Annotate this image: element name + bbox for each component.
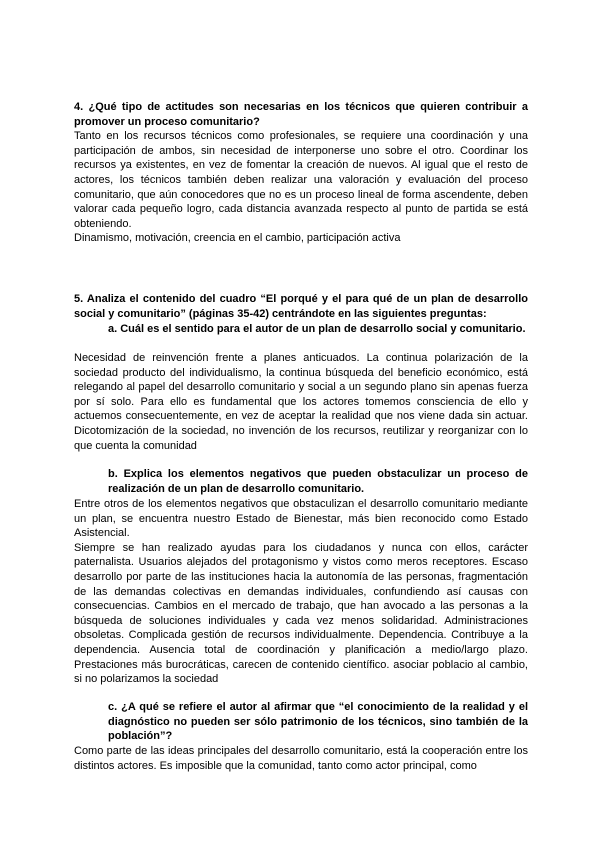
question-4-keywords: Dinamismo, motivación, creencia en el cambio, participación activa (74, 232, 401, 245)
question-5a-answer: Necesidad de reinvención frente a planes anticuados. La continua polarización de la sociedad producto del individualismo, la continua búsqueda del beneficio económico, está relegando al papel del desarrollo comunitario y social a un segundo plano sin apenas fuerza por sí solo. Para ello es fundamental que los actores tomemos consciencia de ello y actuemos consecuentemente, en vez de aceptar la realidad que nos viene dada sin actuar. Dicotomización de la sociedad, no invención de los recursos, reutilizar y reorganizar con lo que cuenta la comunidad (74, 352, 528, 452)
question-5b-answer-2: Siempre se han realizado ayudas para los ciudadanos y nunca con ellos, carácter paternalista. Usuarios alejados del protagonismo y vistos como meros receptores. Escaso desarrollo por parte de las instituciones hacia la autonomía de las personas, fragmentación de las demandas colectivas en demandas individuales, confundiendo así causas con consecuencias. Cambios en el mercado de trabajo, que han avocado a las personas a la búsqueda de soluciones individuales y cada vez menos solidaridad. Administraciones obsoletas. Complicada gestión de recursos individualmente. Dependencia. Contribuye a la dependencia. Ausencia total de coordinación y planificación a medio/largo plazo. Prestaciones más burocráticas, carecen de contenido científico. asociar poblacio al cambio, si no polarizamos la sociedad (74, 541, 528, 686)
question-5c-heading: c. ¿A qué se refiere el autor al afirmar que “el conocimiento de la realidad y el diagnóstico no pueden ser sólo patrimonio de los técnicos, sino también de la población”? (108, 701, 528, 743)
question-5c-answer: Como parte de las ideas principales del desarrollo comunitario, está la cooperación entre los distintos actores. Es imposible que la comunidad, tanto como actor principal, como (74, 745, 528, 772)
question-5-heading: 5. Analiza el contenido del cuadro “El porqué y el para qué de un plan de desarrollo social y comunitario” (páginas 35-42) centrándote en las siguientes preguntas: (74, 293, 528, 320)
question-5a-heading: a. Cuál es el sentido para el autor de un plan de desarrollo social y comunitario. (108, 323, 526, 335)
question-5b-heading-block (108, 467, 528, 496)
question-5b-heading: b. Explica los elementos negativos que pueden obstaculizar un proceso de realización de un plan de desarrollo comunitario. (108, 468, 528, 495)
question-5c-heading-block (108, 700, 528, 744)
question-4 (74, 100, 528, 246)
question-5c-answer-block (74, 744, 528, 773)
question-5b-answer-block (74, 497, 528, 687)
question-5a-heading-block (108, 322, 528, 337)
question-5 (74, 292, 528, 321)
question-4-answer: Tanto en los recursos técnicos como profesionales, se requiere una coordinación y una participación de ambos, sin necesidad de interponerse uno sobre el otro. Coordinar los recursos ya existentes, en vez de fomentar la creación de nuevos. Al igual que el resto de actores, los técnicos también deben realizar una valoración y evaluación del proceso comunitario, que aún conocedores que no es un proceso lineal de forma ascendente, deben valorar cada pequeño logro, cada distancia avanzada respecto al punto de partida se está obteniendo. (74, 130, 528, 230)
question-5a-answer-block (74, 351, 528, 453)
question-5b-answer-1: Entre otros de los elementos negativos que obstaculizan el desarrollo comunitario mediante un plan, se encuentra nuestro Estado de Bienestar, más bien reconocido como Estado Asistencial. (74, 498, 528, 540)
question-4-heading: 4. ¿Qué tipo de actitudes son necesarias en los técnicos que quieren contribuir a promover un proceso comunitario? (74, 101, 528, 128)
